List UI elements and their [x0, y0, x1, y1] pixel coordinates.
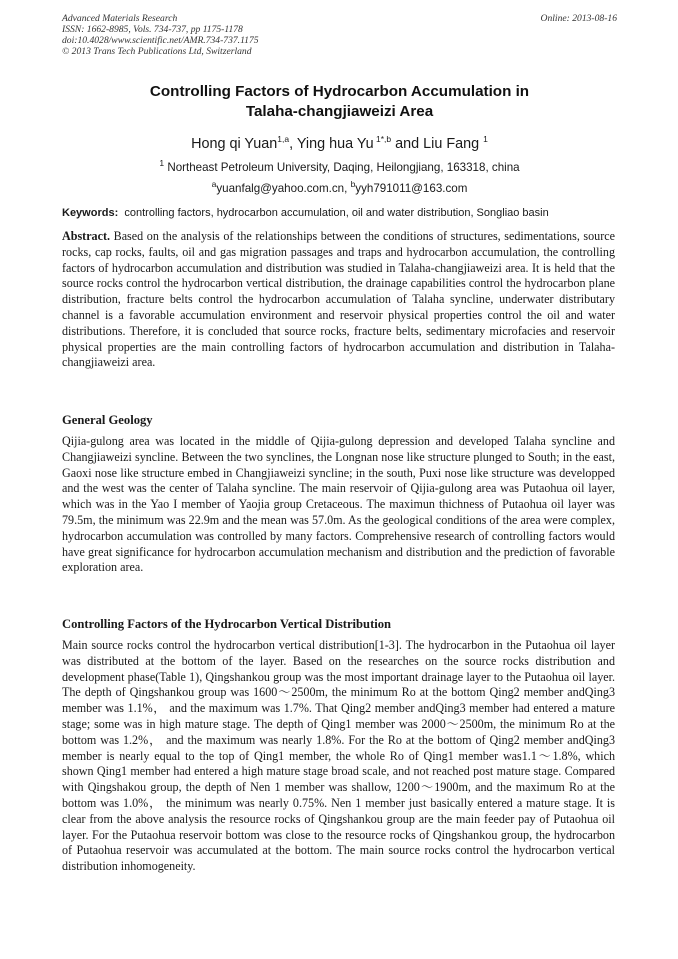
section-body: Qijia-gulong area was located in the middle of Qijia-gulong depression and developed Talaha syncline and Changjiaweizi syncline. Between the two synclines, the Longnan nose like structure plunged to South; in the east, Gaoxi nose like structure embed in Changjiaweizi syncline; in the south, Puxi nose like structure was developped and the west was the center of Talaha syncline. The main reservoir of Qijia-gulong area was Putaohua oil layer, which was in the Yao I member of Yaojia group Cretaceous. The maximun thichness of Putaohua oil layer was 79.5m, the minimum was 22.9m and the mean was 57.0m. As the geological conditions of the area were complex, hydrocarbon accumulation was controlled by many factors. Comprehensive research of controlling factors would have great significance for hydrocarbon accumulation mechanism and distribution and the prediction of favorable exploration area.	[62, 434, 615, 575]
abstract-label: Abstract.	[62, 229, 111, 243]
keywords-label: Keywords:	[62, 207, 119, 219]
abstract	[62, 229, 615, 371]
copyright-line: © 2013 Trans Tech Publications Ltd, Switzerland	[62, 46, 252, 57]
journal-header	[62, 13, 617, 57]
affiliation-mark: 1	[159, 158, 165, 168]
email-b: yyh791011@163.com	[355, 181, 468, 195]
title-line-2: Talaha-changjiaweizi Area	[245, 103, 434, 120]
section-heading: General Geology	[62, 413, 153, 427]
issn-line: ISSN: 1662-8985, Vols. 734-737, pp 1175-1178	[62, 24, 243, 35]
email-mark-a: a	[211, 179, 217, 189]
section-heading: Controlling Factors of the Hydrocarbon Vertical Distribution	[62, 617, 392, 631]
author-affil-mark: 1	[483, 134, 488, 144]
author-name: Liu Fang	[423, 135, 480, 152]
email-mark-b: b	[350, 179, 356, 189]
author-name: Ying hua Yu	[296, 135, 374, 152]
affiliation	[62, 156, 617, 175]
author-affil-mark: 1*,b	[373, 134, 392, 144]
journal-name: Advanced Materials Research	[62, 13, 178, 24]
section-body: Main source rocks control the hydrocarbon vertical distribution[1-3]. The hydrocarbon in the Putaohua oil layer was distributed at the bottom of the layer. Based on the researches on the source rocks distribution and development phase(Table 1), Qingshankou group was the most important drainage layer to the Putaohua oil layer. The depth of Qingshankou group was 1600～2500m, the minimum Ro at the bottom Qing2 member andQing3 member was 1.1%， and the maximum was 1.7%. That Qing2 member andQing3 member had entered a mature stage; some was in high mature stage. The depth of Qing1 member was 2000～2500m, the minimum Ro at the bottom was 1.2%， and the maximum was nearly 1.8%. For the Ro at the bottom of Qing2 member andQing3 member is nearly equal to the top of Qing1 member, the whole Ro of Qing1 member was1.1～1.8%, which shown Qing1 member had entered a high mature stage broad scale, and not reached post mature stage. Compared with Qingshakou group, the depth of Nen 1 member was shallow, 1200～1900m, and the maximum Ro at the bottom was 1.0%， the minimum was nearly 0.75%. Nen 1 member just basically entered a mature stage. It is clear from the above analysis the resource rocks of Qingshankou group are the main feeder pay of Putaohua oil layer. For the Putaohua reservoir bottom was close to the resource rocks of Qingshankou group, the hydrocarbon of Putaohua reservoir was accumulated at the bottom. The main source rocks control the hydrocarbon vertical distribution inhomogeneity.	[62, 638, 615, 874]
title-line-1: Controlling Factors of Hydrocarbon Accumulation in	[149, 83, 530, 100]
author-affil-mark: 1,a	[277, 134, 290, 144]
author-name: Hong qi Yuan	[191, 135, 278, 152]
email-a: yuanfalg@yahoo.com.cn	[216, 181, 345, 195]
abstract-text: Based on the analysis of the relationships between the conditions of structures, sedimentations, source rocks, cap rocks, faults, oil and gas migration passages and traps and hydrocarbon accumulation, the controlling factors of hydrocarbon accumulation and distribution was studied in Talaha-changjiaweizi area. It is held that the source rocks control the hydrocarbon vertical distribution, the drainage capabilities control the hydrocarbon plane distribution, fracture belts control the hydrocarbon accumulation of Talaha syncline, underwater distributary channel is a favorable accumulation environment and reservoir physical properties control the oil and water distributions. Therefore, it is concluded that source rocks, fracture belts, sedimentary microfacies and reservoir physical properties are the main controlling factors of hydrocarbon accumulation and distribution in Talaha-changjiaweizi area.	[62, 229, 615, 370]
email-line: $^a$yuanfalg@yahoo.com.cn, $^b$yyh791011@163.com	[211, 179, 468, 195]
paper-title	[62, 82, 617, 122]
affiliation-text: Northeast Petroleum University, Daqing, Heilongjiang, 163318, china	[164, 160, 520, 174]
keywords-text: controlling factors, hydrocarbon accumulation, oil and water distribution, Songliao basin	[124, 207, 549, 219]
online-date: Online: 2013-08-16	[540, 13, 617, 24]
author-list: Hong qi Yuan$^{1,a}$, Ying hua Yu $^{1*,b}$ and Liu Fang $^1$	[191, 134, 488, 152]
doi-line: doi:10.4028/www.scientific.net/AMR.734-737.1175	[62, 35, 259, 46]
keywords	[62, 206, 622, 220]
